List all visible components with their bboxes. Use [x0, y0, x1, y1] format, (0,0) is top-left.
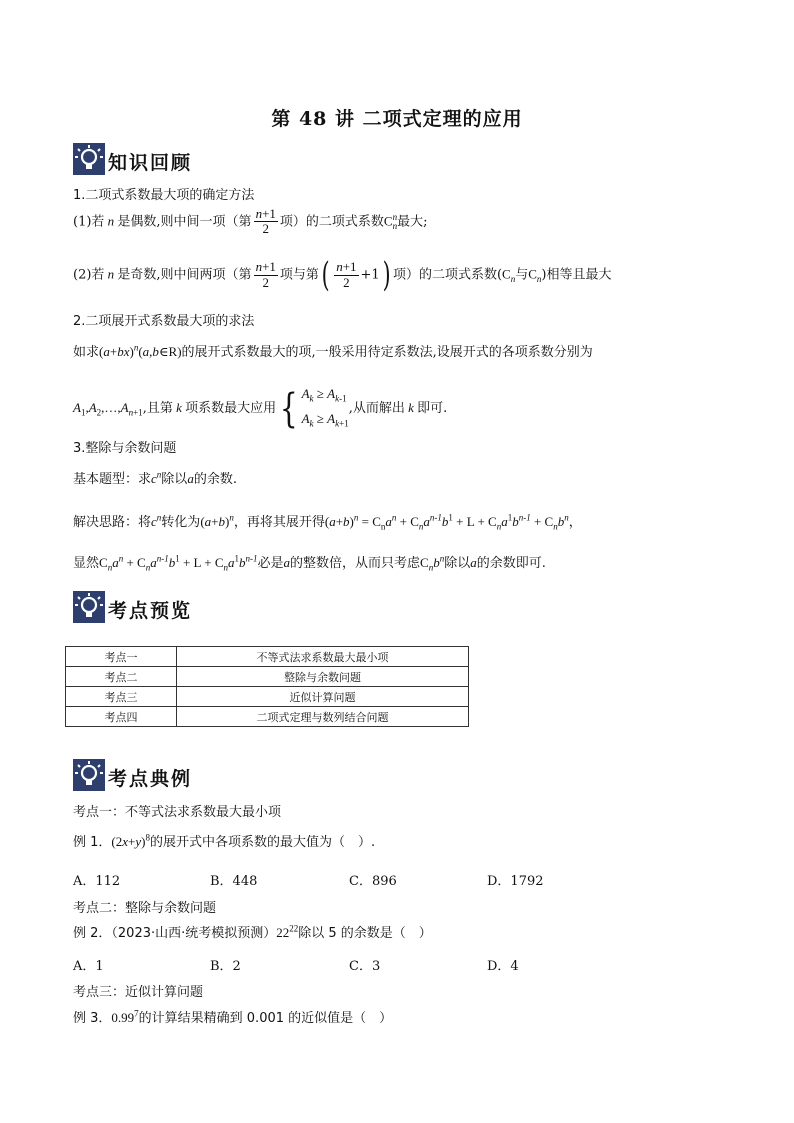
example-2: 例 2．（2023·山西·统考模拟预测）$22^{22}$除以 5 的余数是（ ）: [73, 923, 432, 941]
example-2-option-d: D．4: [487, 959, 519, 974]
example-1-option-c: C．896: [349, 874, 397, 889]
lightbulb-icon: [73, 759, 105, 791]
section-heading-preview: 考点预览: [108, 600, 193, 622]
section-heading-knowledge: 知识回顾: [108, 152, 193, 174]
section-heading-examples: 考点典例: [108, 768, 193, 790]
knowledge-heading-2: 2.二项展开式系数最大项的求法: [73, 314, 255, 329]
knowledge-line-7: 显然$C_na^n + C_na^{n-1}b^1 + L + C_na^1b^{n-1}$必是a的整数倍，从而只考虑$C_nb^n$除以a的余数即可.: [73, 553, 546, 573]
page-title: 第 48 讲 二项式定理的应用: [271, 108, 523, 130]
table-row: 考点四 二项式定理与数列结合问题: [66, 707, 469, 727]
lightbulb-icon: [73, 143, 105, 175]
example-1-option-a: A．112: [73, 874, 121, 889]
example-1-option-d: D．1792: [487, 874, 544, 889]
example-2-option-c: C．3: [349, 959, 381, 974]
example-3: 例 3．0.99$^7$的计算结果精确到 0.001 的近似值是（ ）: [73, 1008, 393, 1026]
example-2-option-a: A．1: [73, 959, 104, 974]
knowledge-line-4: $A_1,A_2,\dots,A_{n+1}$,且第 k 项系数最大应用{ $A_k \ge A_{k-1}$ $A_k \ge A_{k+1}$ ,从而解出 k 即可.: [73, 385, 448, 432]
table-row: 考点一 不等式法求系数最大最小项: [66, 647, 469, 667]
table-row: 考点二 整除与余数问题: [66, 667, 469, 687]
example-1-option-b: B．448: [210, 874, 258, 889]
knowledge-heading-3: 3.整除与余数问题: [73, 441, 177, 456]
knowledge-line-5: 基本题型：求$c^n$除以a的余数.: [73, 469, 237, 487]
knowledge-line-6: 解决思路：将$c^n$转化为$(a+b)^n$，再将其展开得$(a+b)^n = C_na^n + C_na^{n-1}b^1 + L + C_na^1b^{n-1} + C_nb^n$，: [73, 512, 582, 532]
knowledge-line-2: (2)若 n 是奇数,则中间两项（第 $\frac{n+1}{2}$ 项与第( $\frac{n+1}{2}$ +1) 项）的二项式系数($C_n$与$C_n$)相等且最大: [73, 255, 612, 295]
lightbulb-icon: [73, 591, 105, 623]
knowledge-line-1: (1)若 n 是偶数,则中间一项（第 $\frac{n+1}{2}$ 项）的二项式系数C n n 最大;: [73, 206, 428, 237]
knowledge-heading-1: 1.二项式系数最大项的确定方法: [73, 188, 255, 203]
table-row: 考点三 近似计算问题: [66, 687, 469, 707]
preview-table: [65, 646, 469, 727]
knowledge-line-3: 如求$(a+bx)^n(a,b\in R)$的展开式系数最大的项,一般采用待定系数法,设展开式的各项系数分别为: [73, 342, 593, 360]
topic-label-2: 考点二：整除与余数问题: [73, 901, 217, 916]
example-1: 例 1．$(2x+y)^8$的展开式中各项系数的最大值为（ ）.: [73, 832, 376, 850]
example-2-option-b: B．2: [210, 959, 241, 974]
topic-label-1: 考点一：不等式法求系数最大最小项: [73, 805, 282, 820]
topic-label-3: 考点三：近似计算问题: [73, 985, 204, 1000]
